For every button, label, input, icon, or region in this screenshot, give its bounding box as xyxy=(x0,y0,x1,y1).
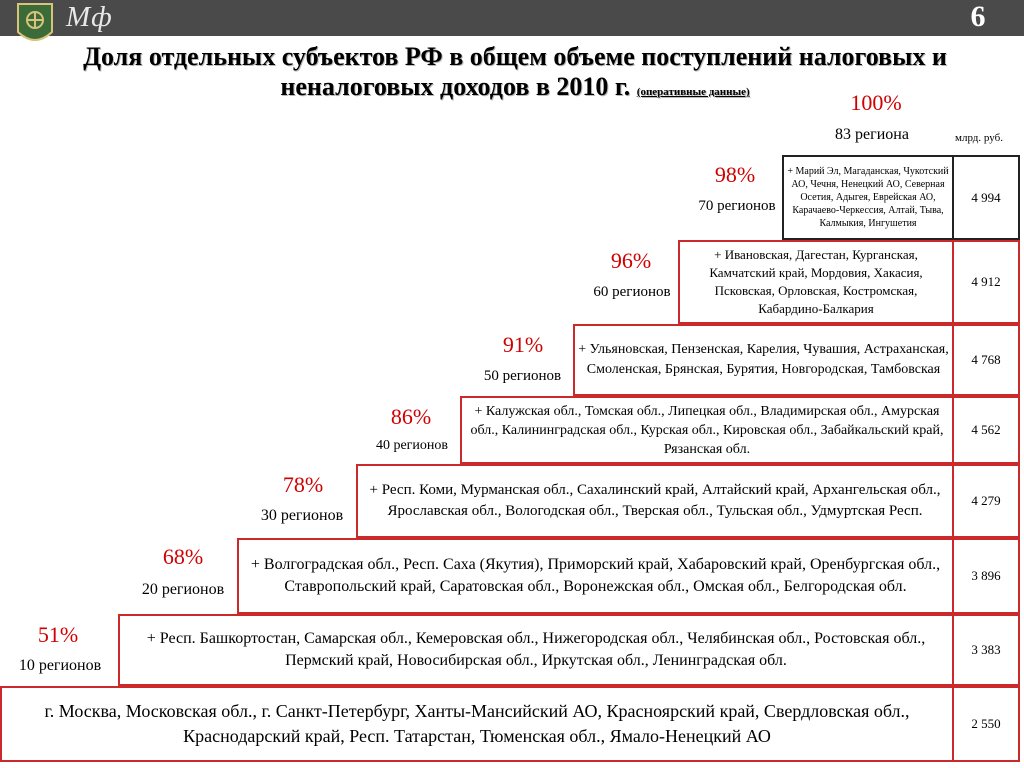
step-region-list: + Респ. Башкортостан, Самарская обл., Кемеровская обл., Нижегородская обл., Челябинская обл., Ростовская обл., Пермский край, Новосибирская обл., Иркутская обл., Ленинградская обл. xyxy=(118,614,954,686)
step-percent: 96% xyxy=(610,248,652,273)
step-region-list: + Ульяновская, Пензенская, Карелия, Чувашия, Астраханская, Смоленская, Брянская, Бурятия, Новгородская, Тамбовская xyxy=(573,324,954,396)
step-regions: 83 региона xyxy=(835,126,909,143)
step-percent: 68% xyxy=(162,544,204,569)
step-regions: 70 регионов xyxy=(698,198,776,214)
step-value: 3 383 xyxy=(952,614,1020,686)
page-number: 6 xyxy=(970,0,986,33)
unit-label: млрд. руб. xyxy=(955,132,1003,144)
step-regions: 60 регионов xyxy=(593,284,671,300)
step-region-list: + Респ. Коми, Мурманская обл., Сахалинский край, Алтайский край, Архангельская обл., Ярославская обл., Вологодская обл., Тверская обл., Тульская обл., Удмуртская Респ. xyxy=(356,464,954,538)
step-value: 4 768 xyxy=(952,324,1020,396)
top-bar xyxy=(0,0,1024,36)
step-value: 4 912 xyxy=(952,240,1020,324)
step-region-list: + Ивановская, Дагестан, Курганская, Камчатский край, Мордовия, Хакасия, Псковская, Орловская, Костромская, Кабардино-Балкария xyxy=(678,240,954,324)
step-percent: 100% xyxy=(850,90,902,115)
step-value: 4 562 xyxy=(952,396,1020,464)
title-note: (оперативные данные) xyxy=(636,86,750,98)
step-percent: 51% xyxy=(37,622,79,647)
step-region-list: + Калужская обл., Томская обл., Липецкая обл., Владимирская обл., Амурская обл., Калининградская обл., Курская обл., Кировская обл., Забайкальский край, Рязанская обл. xyxy=(460,396,954,464)
ministry-brand: Мф xyxy=(66,1,113,33)
step-value: 3 896 xyxy=(952,538,1020,614)
title-text: Доля отдельных субъектов РФ в общем объеме поступлений налоговых и неналоговых доходов в 2010 г. xyxy=(83,42,947,101)
step-regions: 40 регионов xyxy=(375,438,449,453)
step-region-list: + Марий Эл, Магаданская, Чукотский АО, Чечня, Ненецкий АО, Северная Осетия, Адыгея, Еврейская АО, Карачаево-Черкессия, Алтай, Тыва, Калмыкия, Ингушетия xyxy=(782,155,954,240)
step-regions: 30 регионов xyxy=(260,507,344,524)
step-percent: 78% xyxy=(282,472,324,497)
step-region-list: г. Москва, Московская обл., г. Санкт-Петербург, Ханты-Мансийский АО, Красноярский край, Свердловская обл., Краснодарский край, Респ. Татарстан, Тюменская обл., Ямало-Ненецкий АО xyxy=(0,686,954,762)
step-percent: 86% xyxy=(390,404,432,429)
step-regions: 50 регионов xyxy=(483,368,562,384)
step-regions: 10 регионов xyxy=(18,657,102,674)
step-percent: 91% xyxy=(502,332,544,357)
step-percent: 98% xyxy=(714,162,756,187)
step-region-list: + Волгоградская обл., Респ. Саха (Якутия), Приморский край, Хабаровский край, Оренбургская обл., Ставропольский край, Саратовская обл., Воронежская обл., Омская обл., Белгородская обл. xyxy=(237,538,954,614)
step-value: 4 994 xyxy=(952,155,1020,240)
step-value: 2 550 xyxy=(952,686,1020,762)
step-value: 4 279 xyxy=(952,464,1020,538)
step-regions: 20 регионов xyxy=(141,581,225,598)
